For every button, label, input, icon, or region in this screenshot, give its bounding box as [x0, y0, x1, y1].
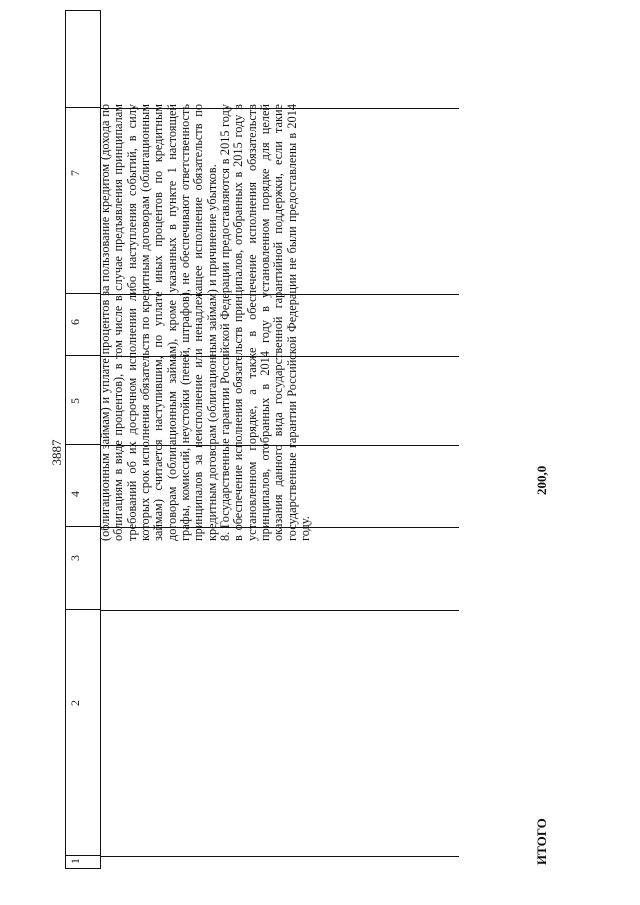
column-number-7: 7 — [68, 170, 82, 176]
column-number-6: 6 — [68, 319, 82, 325]
column-7-text — [99, 104, 313, 541]
total-value: 200,0 — [534, 465, 549, 495]
column-number-1: 1 — [68, 858, 82, 864]
column-number-2: 2 — [68, 700, 82, 706]
column-divider — [101, 610, 459, 611]
column-number-row — [65, 10, 101, 869]
column-number-3: 3 — [68, 555, 82, 561]
column-number-5: 5 — [68, 398, 82, 404]
column-divider — [101, 856, 459, 857]
column-7-paragraph-2: 8. Государственные гарантии Российской Федерации предоставляются в 2015 году в обеспечение исполнения обязательств принципалов, отобранных в 2015 году в установленном порядке, а также в обеспечение исполнения обязательств принципалов, отобранных в 2014 году в установленном порядке для целей оказания данного вида государственной гарантийной поддержки, если такие государственные гарантии Российской Федерации не были предоставлены в 2014 году. — [218, 104, 313, 541]
total-label: ИТОГО — [534, 818, 549, 865]
column-number-4: 4 — [68, 491, 82, 497]
column-7-paragraph-1: (облигационным займам) и уплате процентов за пользование кредитом (дохода по облигациям в виде процентов), в том числе в случае предъявления принципалам требований об их досрочном исполнении либо наступления событий, в силу которых срок исполнения обязательств по кредитным договорам (облигационным займам) считается наступившим, по уплате иных процентов по кредитным договорам (облигационным займам), кроме указанных в пункте 1 настоящей графы, комиссий, неустойки (пеней, штрафов), не обеспечивают ответственность принципалов за неисполнение или ненадлежащее исполнение обязательств по кредитным договорам (облигационным займам) и причинение убытков. — [98, 104, 219, 541]
page-number: 3887 — [49, 439, 64, 466]
